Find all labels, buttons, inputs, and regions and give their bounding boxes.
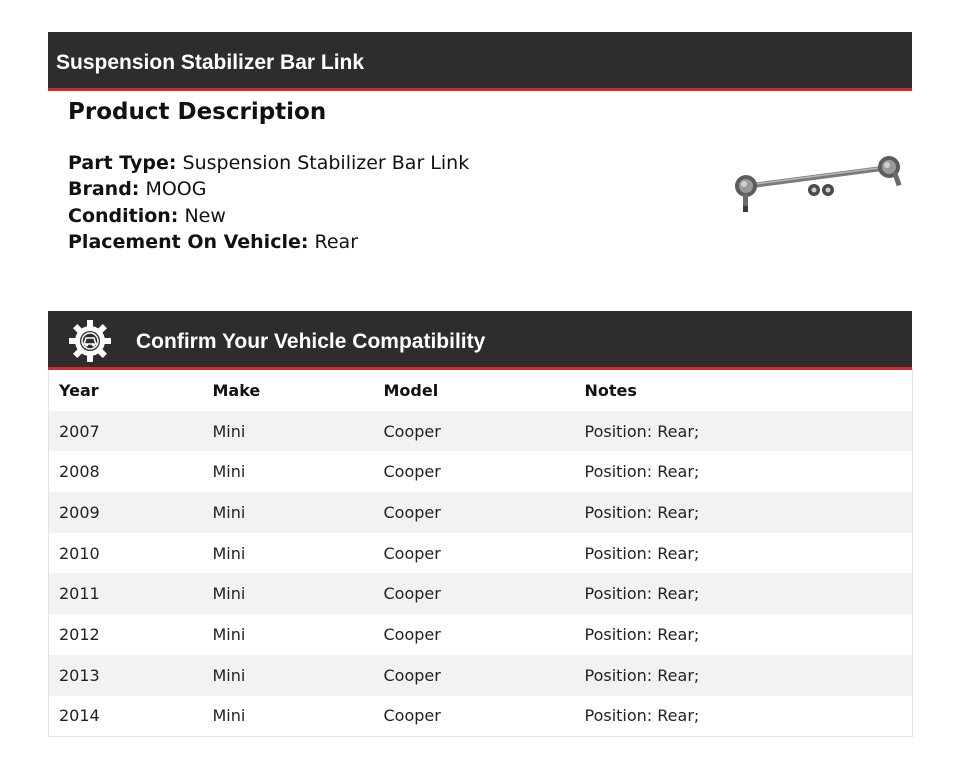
cell-notes: Position: Rear;	[584, 706, 700, 726]
table-row	[49, 492, 913, 533]
cell-model: Cooper	[383, 584, 441, 604]
cell-model: Cooper	[383, 543, 441, 563]
cell-model: Cooper	[383, 462, 441, 482]
cell-make: Mini	[212, 584, 246, 604]
table-row	[49, 573, 913, 614]
cell-make: Mini	[212, 421, 246, 441]
stabilizer-link-image	[728, 150, 906, 220]
cell-year: 2013	[59, 665, 100, 685]
cell-make: Mini	[212, 462, 246, 482]
table-row	[49, 533, 913, 574]
cell-year: 2008	[59, 462, 100, 482]
product-image	[728, 150, 906, 220]
column-header-model: Model	[383, 380, 439, 400]
table-row	[49, 411, 913, 452]
spec-row-placement	[68, 229, 469, 255]
spec-value: Rear	[314, 230, 359, 253]
cell-notes: Position: Rear;	[584, 421, 700, 441]
cell-year: 2011	[59, 584, 100, 604]
cell-model: Cooper	[383, 421, 441, 441]
cell-model: Cooper	[383, 502, 441, 522]
cell-notes: Position: Rear;	[584, 665, 700, 685]
cell-model: Cooper	[383, 665, 441, 685]
cell-year: 2007	[59, 421, 100, 441]
cell-year: 2010	[59, 543, 100, 563]
product-description	[68, 97, 326, 127]
spec-label: Brand:	[68, 178, 140, 201]
cell-make: Mini	[212, 502, 246, 522]
spec-label: Placement On Vehicle:	[68, 230, 309, 253]
spec-value: New	[184, 204, 226, 227]
spec-row-part-type	[68, 150, 469, 176]
spec-value: MOOG	[145, 178, 207, 201]
table-row	[49, 655, 913, 696]
cell-year: 2012	[59, 624, 100, 644]
spec-list	[68, 150, 469, 255]
table-header-row	[49, 370, 913, 411]
cell-make: Mini	[212, 665, 246, 685]
column-header-make: Make	[212, 380, 261, 400]
cell-notes: Position: Rear;	[584, 584, 700, 604]
table-row	[49, 614, 913, 655]
gear-car-icon	[68, 319, 112, 363]
cell-make: Mini	[212, 706, 246, 726]
spec-label: Part Type:	[68, 152, 177, 174]
cell-notes: Position: Rear;	[584, 502, 700, 522]
spec-label: Condition:	[68, 204, 179, 227]
cell-year: 2014	[59, 706, 100, 726]
product-title: Suspension Stabilizer Bar Link	[56, 51, 365, 74]
product-description-heading: Product Description	[68, 99, 327, 125]
cell-model: Cooper	[383, 624, 441, 644]
table-row	[49, 696, 913, 737]
compatibility-heading: Confirm Your Vehicle Compatibility	[136, 330, 486, 353]
spec-row-brand	[68, 176, 469, 202]
table-row	[49, 451, 913, 492]
cell-notes: Position: Rear;	[584, 624, 700, 644]
spec-row-condition	[68, 203, 469, 229]
cell-notes: Position: Rear;	[584, 543, 700, 563]
column-header-year: Year	[59, 380, 99, 400]
column-header-notes: Notes	[584, 380, 637, 400]
cell-notes: Position: Rear;	[584, 462, 700, 482]
spec-value: Suspension Stabilizer Bar Link	[182, 152, 470, 174]
cell-make: Mini	[212, 624, 246, 644]
cell-make: Mini	[212, 543, 246, 563]
cell-model: Cooper	[383, 706, 441, 726]
cell-year: 2009	[59, 502, 100, 522]
product-title-bar	[48, 32, 912, 91]
compatibility-table	[48, 370, 913, 737]
compatibility-header	[48, 311, 912, 370]
